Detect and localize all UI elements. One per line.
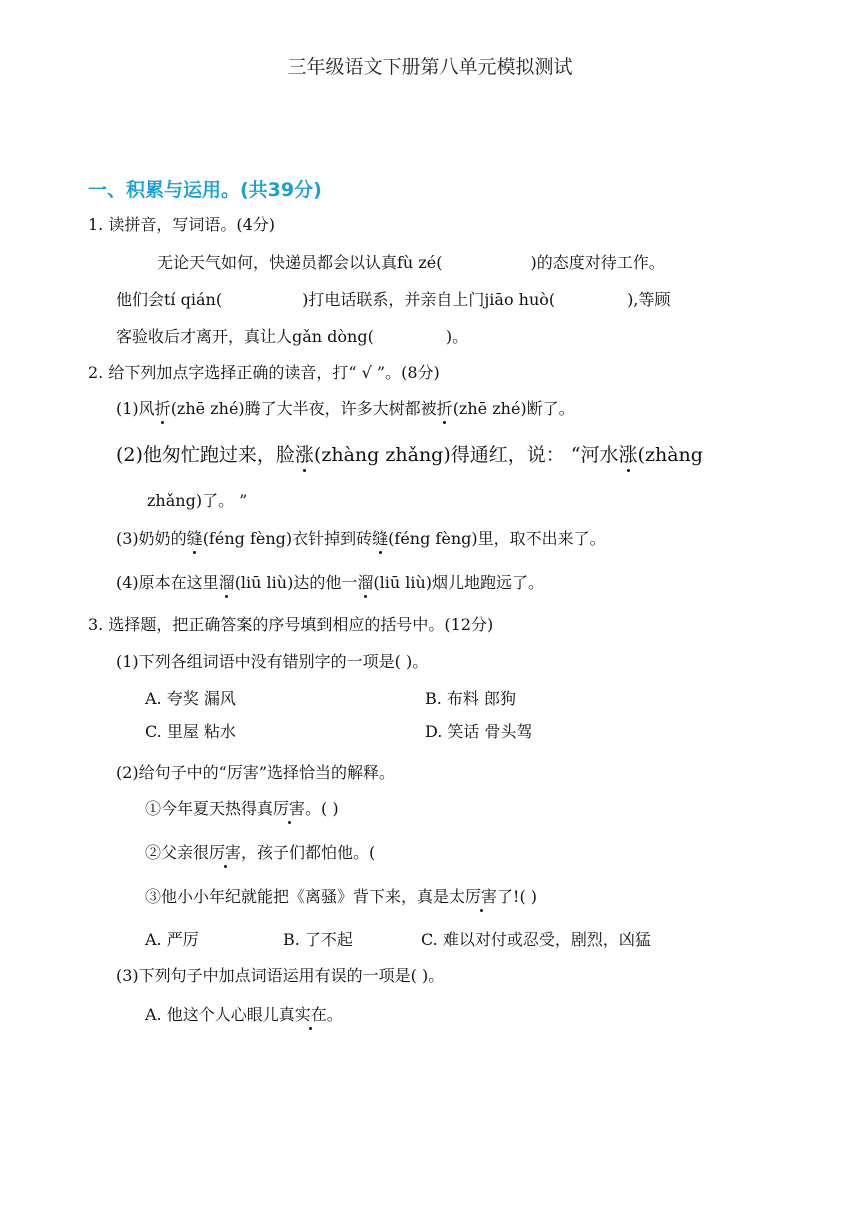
option-a: A. 夸奖 漏风 xyxy=(145,689,236,708)
dotted-char: 折 xyxy=(155,396,171,419)
q2-text: (féng fèng)衣针掉到砖 xyxy=(202,529,373,548)
q3-text: 。 xyxy=(326,1005,343,1024)
q1-text: 他们会tí qián( xyxy=(116,290,223,309)
dotted-word: 厉害 xyxy=(273,796,305,819)
page-title: 三年级语文下册第八单元模拟测试 xyxy=(287,56,573,78)
dotted-char: 涨 xyxy=(619,440,638,467)
q2-text: (3)奶奶的 xyxy=(116,529,187,548)
q1-text: )。 xyxy=(445,327,469,346)
definition-b: B. 了不起 xyxy=(283,930,353,949)
q3-sentence-3 xyxy=(145,884,537,907)
dotted-word: 实在 xyxy=(295,1002,327,1025)
question-1-heading: 1. 读拼音，写词语。(4分) xyxy=(88,215,276,234)
q2-item-1 xyxy=(116,396,575,419)
q2-item-4 xyxy=(116,570,544,593)
dotted-char: 缝 xyxy=(372,526,388,549)
option-d: D. 笑话 骨头驾 xyxy=(425,722,533,741)
q3-text: ②父亲很 xyxy=(145,843,210,862)
q3-text: 了!( ) xyxy=(497,887,538,906)
dotted-word: 厉害 xyxy=(465,884,497,907)
q2-text: (4)原本在这里 xyxy=(116,573,219,592)
option-b: B. 布料 郎狗 xyxy=(425,689,517,708)
q2-text: (zhē zhé)腾了大半夜，许多大树都被 xyxy=(170,399,437,418)
option-c: C. 里屋 粘水 xyxy=(145,722,236,741)
q2-text: (zhē zhé)断了。 xyxy=(452,399,575,418)
q3-sentence-2 xyxy=(145,840,375,863)
q3-text: ③他小小年纪就能把《离骚》背下来，真是太 xyxy=(145,887,466,906)
q3-sentence-1 xyxy=(145,796,339,819)
question-3-heading: 3. 选择题，把正确答案的序号填到相应的括号中。(12分) xyxy=(88,615,494,634)
q1-text: ),等顾 xyxy=(627,290,671,309)
question-2-heading: 2. 给下列加点字选择正确的读音，打“ √ ”。(8分) xyxy=(88,363,440,382)
dotted-char: 缝 xyxy=(187,526,203,549)
q3-text: ，孩子们都怕他。( xyxy=(241,843,376,862)
dotted-word: 厉害 xyxy=(209,840,241,863)
q1-line-1 xyxy=(157,250,665,273)
q2-text: (liū liù)达的他一 xyxy=(234,573,358,592)
definition-a: A. 严厉 xyxy=(145,930,199,949)
q3-text: ①今年夏天热得真 xyxy=(145,799,274,818)
q2-text: (1)风 xyxy=(116,399,155,418)
q2-text: (zhàng xyxy=(637,444,703,466)
q2-item-2-cont: zhǎng)了。 ” xyxy=(147,491,248,510)
q1-text: 无论天气如何，快递员都会以认真fù zé( xyxy=(157,253,443,272)
q2-text: (liū liù)烟儿地跑远了。 xyxy=(373,573,545,592)
dotted-char: 溜 xyxy=(357,570,373,593)
q2-item-3 xyxy=(116,526,606,549)
q2-text: (féng fèng)里，取不出来了。 xyxy=(388,529,606,548)
q3-part-2: (2)给句子中的“厉害”选择恰当的解释。 xyxy=(116,763,396,782)
q3-answer-a xyxy=(145,1002,343,1025)
q1-line-3 xyxy=(116,324,468,347)
q2-item-2 xyxy=(116,440,703,467)
definition-c: C. 难以对付或忍受，剧烈，凶猛 xyxy=(421,930,651,949)
q2-text: (2)他匆忙跑过来，脸 xyxy=(116,444,295,466)
section-heading: 一、积累与运用。(共39分) xyxy=(88,179,322,201)
q3-text: 。( ) xyxy=(305,799,339,818)
q3-text: A. 他这个人心眼儿真 xyxy=(145,1005,295,1024)
q3-part-3: (3)下列句子中加点词语运用有误的一项是( )。 xyxy=(116,966,445,985)
q1-text: 客验收后才离开，真让人gǎn dòng( xyxy=(116,327,374,346)
q1-text: )打电话联系，并亲自上门jiāo huò( xyxy=(302,290,556,309)
q3-part-1: (1)下列各组词语中没有错别字的一项是( )。 xyxy=(116,652,429,671)
dotted-char: 折 xyxy=(437,396,453,419)
dotted-char: 涨 xyxy=(295,440,314,467)
dotted-char: 溜 xyxy=(219,570,235,593)
q1-line-2 xyxy=(116,287,671,310)
q2-text: (zhàng zhǎng)得通红，说： “河水 xyxy=(313,444,619,466)
q1-text: )的态度对待工作。 xyxy=(530,253,665,272)
